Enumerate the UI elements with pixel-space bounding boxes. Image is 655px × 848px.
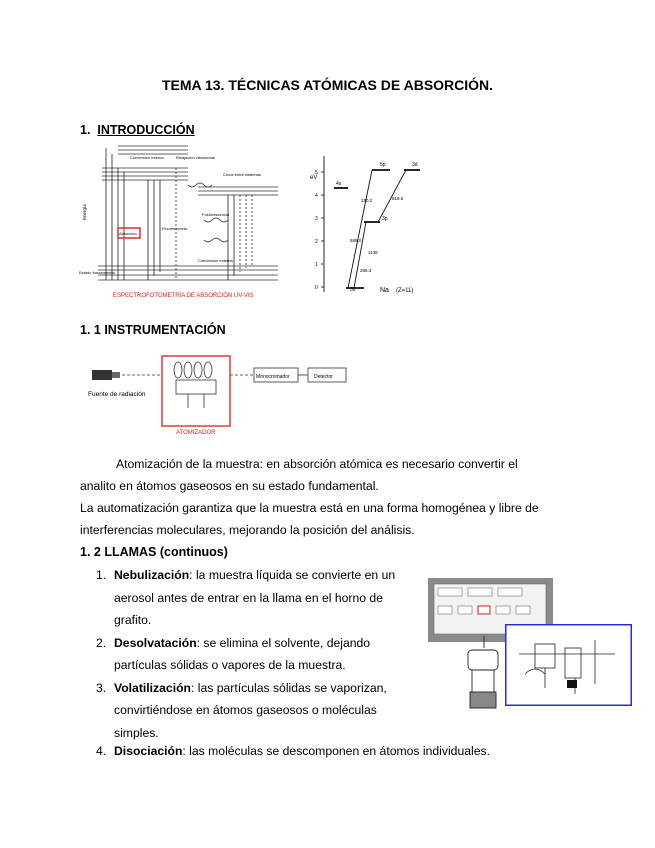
section-number: 1. [80,123,91,137]
level-label: 3s [350,287,356,293]
transition-label: 285.3 [360,268,372,273]
state-label: Fluorescencia [162,226,187,231]
list-item: 3. Volatilización: las partículas sólidas se vaporizan, [96,680,387,695]
transition-label: 330.2 [361,198,373,203]
atomizer-label: ATOMIZADOR [176,430,216,436]
section-title: INTRODUCCIÓN [97,123,195,137]
level-label: 5p [380,162,386,168]
transition-label: 1138 [368,250,378,255]
page-title: TEMA 13. TÉCNICAS ATÓMICAS DE ABSORCIÓN. [161,77,494,93]
source-label: Fuente de radiación [88,391,146,398]
axis-label: eV [310,175,318,181]
paragraph-line: Atomización de la muestra: en absorción atómica es necesario convertir el [116,457,518,471]
level-label: 3d [412,162,418,168]
steps-list: 1. Nebulización: la muestra líquida se convierte en un aerosol antes de entrar en la llama en el horno de grafito. 2. Desolvatación: se elimina el solvente, dejando partículas sólidas o vapores de la muestra. 3. Volatilización: las partículas sólidas se vaporizan, convirtiéndose en átomos gaseosos o moléculas simples. [96,564,426,744]
level-label: 3p [382,216,388,222]
y-tick: 3 [315,216,318,222]
paragraph-line: interferencias moleculares, mejorando la posición del análisis. [80,523,415,537]
y-tick: 1 [315,262,318,268]
paragraph-line: La automatización garantiza que la muestra está en una forma homogénea y libre de [80,501,539,515]
atomic-absorption-schematic [505,624,632,706]
atomic-number: (Z=11) [396,288,414,294]
burner-schematic [462,636,506,712]
lamp-icon [92,370,112,380]
figure-caption: ESPECTROFOTOMETRÍA DE ABSORCIÓN UV-VIS [113,293,254,299]
detector-label: Detector [314,374,333,380]
state-label: Absorción [119,231,137,236]
state-label: Conversión externa [198,258,233,263]
list-item: 4. Disociación: las moléculas se descomponen en átomos individuales. [96,744,490,758]
paragraph-line: analito en átomos gaseosos en su estado fundamental. [80,479,379,493]
paragraph-atomizacion [80,453,580,541]
state-label: Cruce entre sistemas [223,172,261,177]
state-label: Relajación vibracional [176,155,215,160]
state-label: Estado fundamental [79,270,115,275]
section-heading-llamas: 1. 2 LLAMAS (continuos) [80,545,228,559]
y-tick: 5 [315,170,318,176]
y-tick: 0 [315,285,318,291]
list-item: 2. Desolvatación: se elimina el solvente, dejando [96,635,371,650]
element-label: Na [380,287,389,294]
state-label: Fosforescencia [202,212,230,217]
jablonski-diagram [78,140,283,302]
section-heading-introduccion [80,123,195,137]
transition-label: 819.5 [392,196,404,201]
y-tick: 4 [315,193,318,199]
list-item: 1. Nebulización: la muestra líquida se convierte en un [96,568,396,582]
transition-label: 589.0 [350,238,362,243]
y-tick: 2 [315,239,318,245]
instrumentation-diagram [88,352,358,438]
energy-axis-label: Energía [82,204,87,220]
atomizer-box [162,356,230,426]
state-label: Conversión interna [130,155,164,160]
level-label: 4s [336,181,342,187]
section-heading-instrumentacion: 1. 1 INSTRUMENTACIÓN [80,323,226,337]
sodium-energy-level-diagram [308,152,428,298]
mono-label: Monocromador [256,374,290,380]
